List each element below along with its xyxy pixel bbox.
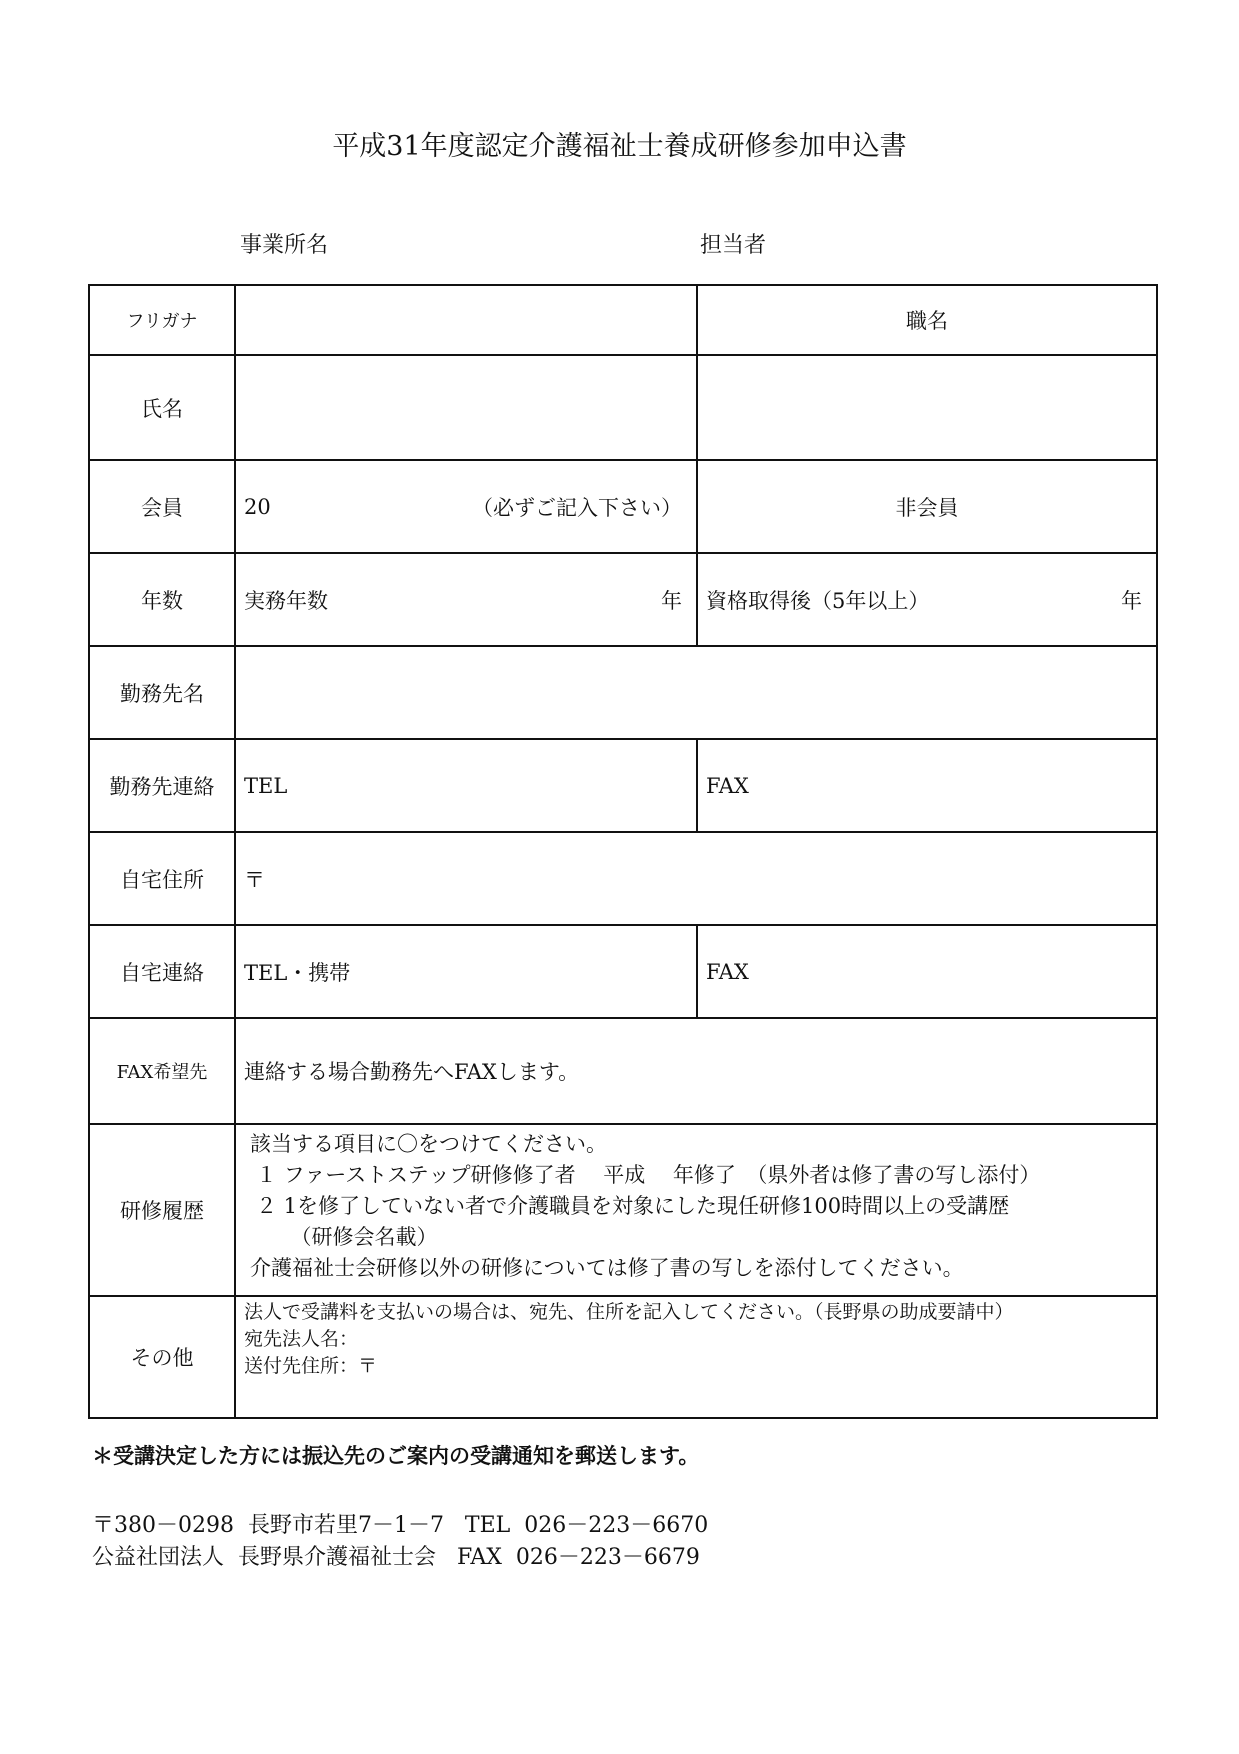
other-field[interactable] xyxy=(236,1297,1156,1417)
other-label: その他 xyxy=(90,1297,236,1417)
row-furigana xyxy=(90,286,1156,354)
furigana-field[interactable] xyxy=(236,286,698,354)
home-tel-field[interactable] xyxy=(236,926,698,1017)
document-title: 平成31年度認定介護福祉士養成研修参加申込書 xyxy=(332,131,907,162)
work-fax-field[interactable] xyxy=(698,740,1156,831)
footer-organization-line: 公益社団法人 長野県介護福祉士会 FAX 026－223－6679 xyxy=(92,1545,700,1570)
row-name xyxy=(90,354,1156,459)
work-tel-label: TEL xyxy=(244,773,288,798)
furigana-label: フリガナ xyxy=(90,286,236,354)
contact-person-label: 担当者 xyxy=(700,233,767,258)
row-training-history xyxy=(90,1123,1156,1295)
row-home-contact xyxy=(90,924,1156,1017)
home-fax-field[interactable] xyxy=(698,926,1156,1017)
work-contact-label: 勤務先連絡 xyxy=(90,740,236,831)
work-years-unit: 年 xyxy=(661,588,682,613)
row-home-address xyxy=(90,831,1156,924)
home-fax-label: FAX xyxy=(706,959,749,984)
delivery-address-label: 送付先住所：〒 xyxy=(244,1355,378,1377)
application-form-table xyxy=(88,284,1158,1419)
work-tel-field[interactable] xyxy=(236,740,698,831)
job-title-label: 職名 xyxy=(906,309,948,333)
row-work-contact xyxy=(90,738,1156,831)
member-number-field[interactable] xyxy=(236,461,698,552)
row-years xyxy=(90,552,1156,645)
qualified-years-unit: 年 xyxy=(1121,588,1142,613)
home-address-field[interactable] xyxy=(236,833,1156,924)
work-years-field[interactable] xyxy=(236,554,698,645)
home-tel-label: TEL・携帯 xyxy=(244,960,351,985)
postal-mark: 〒 xyxy=(244,867,265,892)
member-label: 会員 xyxy=(90,461,236,552)
workplace-field[interactable] xyxy=(236,647,1156,738)
row-workplace xyxy=(90,645,1156,738)
years-label: 年数 xyxy=(90,554,236,645)
name-label: 氏名 xyxy=(90,356,236,459)
office-name-label: 事業所名 xyxy=(240,233,329,258)
member-number-prefix: 20 xyxy=(244,494,271,519)
training-history-label: 研修履歴 xyxy=(90,1125,236,1295)
workplace-label: 勤務先名 xyxy=(90,647,236,738)
training-attachment-note: 介護福祉士会研修以外の研修については修了書の写しを添付してください。 xyxy=(250,1256,964,1280)
footer-address-line: 〒380－0298 長野市若里7－1－7 TEL 026－223－6670 xyxy=(92,1513,709,1538)
training-option-2[interactable]: ２ 1を修了していない者で介護職員を対象にした現任研修100時間以上の受講歴 xyxy=(256,1194,1010,1218)
member-number-note: （必ずご記入下さい） xyxy=(472,495,682,520)
name-field[interactable] xyxy=(236,356,698,459)
job-title-field[interactable] xyxy=(698,356,1156,459)
training-history-field[interactable] xyxy=(236,1125,1156,1295)
other-instruction: 法人で受講料を支払いの場合は、宛先、住所を記入してください。（長野県の助成要請中） xyxy=(244,1301,1014,1323)
recipient-corp-name-label: 宛先法人名： xyxy=(244,1328,359,1350)
work-fax-label: FAX xyxy=(706,773,749,798)
qualified-years-label: 資格取得後（5年以上） xyxy=(706,588,930,613)
notice-text: ＊受講決定した方には振込先のご案内の受講通知を郵送します。 xyxy=(92,1443,700,1468)
home-address-label: 自宅住所 xyxy=(90,833,236,924)
qualified-years-field[interactable] xyxy=(698,554,1156,645)
non-member-option[interactable]: 非会員 xyxy=(895,495,959,520)
home-contact-label: 自宅連絡 xyxy=(90,926,236,1017)
fax-destination-label: FAX希望先 xyxy=(90,1019,236,1123)
row-other xyxy=(90,1295,1156,1417)
training-instruction: 該当する項目に〇をつけてください。 xyxy=(250,1132,607,1156)
training-option-1[interactable]: １ ファーストステップ研修修了者 平成 年修了 （県外者は修了書の写し添付） xyxy=(256,1163,1041,1187)
training-option-2-note: （研修会名載） xyxy=(280,1225,438,1249)
row-fax-destination xyxy=(90,1017,1156,1123)
work-years-label: 実務年数 xyxy=(244,588,328,613)
row-member xyxy=(90,459,1156,552)
fax-destination-text: 連絡する場合勤務先へFAXします。 xyxy=(244,1060,580,1084)
